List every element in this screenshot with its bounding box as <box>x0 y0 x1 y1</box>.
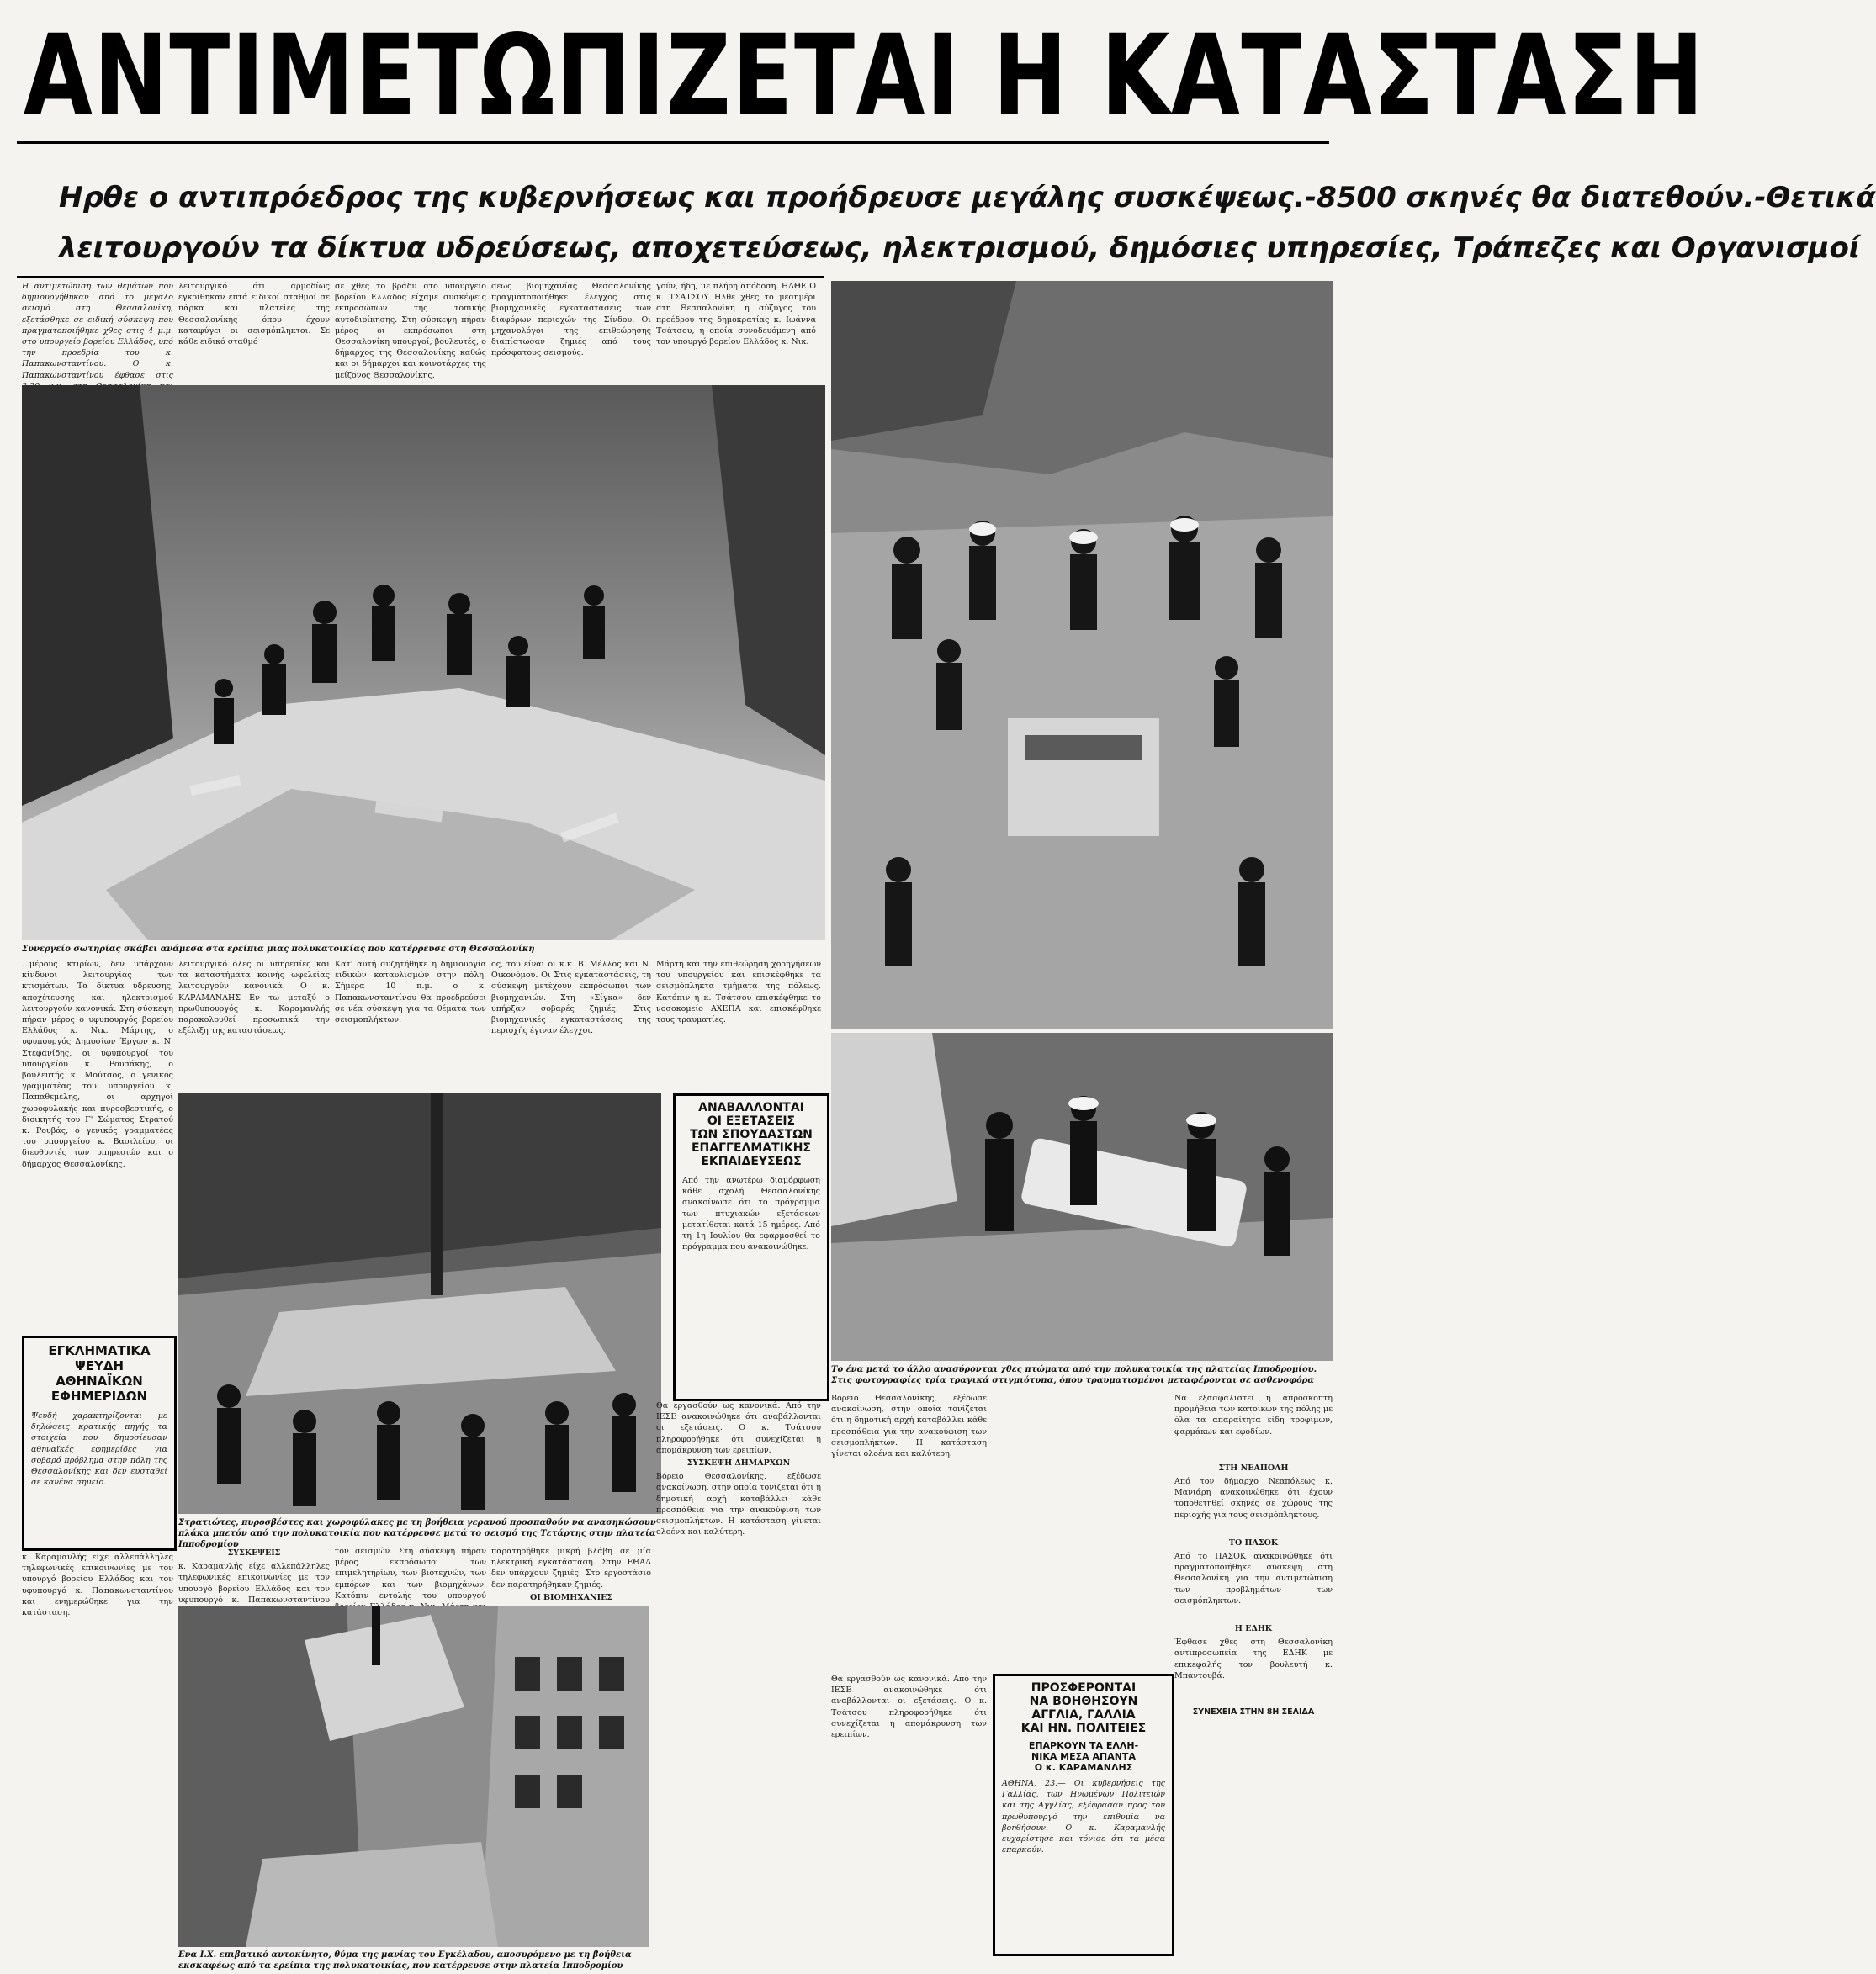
lower-col-d <box>656 1400 821 1947</box>
row2-col-4: ος, του είναι οι κ.κ. Β. Μέλλος και Ν. Οικονόμου. Οι Στις εγκαταστάσεις, τη σύσκεψη μετέχουν εκπρόσωποι των βιομηχανιών. Στη «Σίγκα» δεν υπήρξαν σοβαρές ζημιές. Στις βιομηχανικές εγκαταστάσεις της περιοχής έγιναν έλεγχοι. <box>491 960 651 1036</box>
box-offers-title-4: ΚΑΙ ΗΝ. ΠΟΛΙΤΕΙΕΣ <box>1020 1722 1147 1735</box>
lower-col-c-text: παρατηρήθηκε μικρή βλάβη σε μία ηλεκτρική εγκατάσταση. Στην ΕΘΑΛ δεν υπάρχουν ζημιές. Στο εργοστάσιο δεν παρατηρήθηκαν ζημιές. <box>491 1547 651 1590</box>
box-offers-title-3: ΑΓΓΛΙΑ, ΓΑΛΛΙΑ <box>1031 1708 1136 1722</box>
intro-col-1: Η αντιμετώπιση των θεμάτων που δημιουργήθηκαν από το μεγάλο σεισμό στη Θεσσαλονίκη, εξετάσθηκε σε ειδική σύσκεψη που πραγματοποιήθηκε χθες στις 4 μ.μ. στο υπουργείο βορείου Ελλάδος, υπό την προεδρία του κ. Παπακωνσταντίνου. Ο κ. Παπακωνσταντίνου έφθασε στις <box>22 282 173 380</box>
continued-notice: ΣΥΝΕΧΕΙΑ ΣΤΗΝ 8Η ΣΕΛΙΔΑ <box>1192 1707 1315 1717</box>
row2-col-2: λειτουργικό όλες οι υπηρεσίες και τα καταστήματα κοινής ωφελείας λειτουργούν κανονικά. Ο κ. ΚΑΡΑΜΑΝΛΗΣ Εν τω μεταξύ ο πρωθυπουργός κ. Καραμανλής παρακολουθεί προσωπικά την εξέλιξη της καταστάσεως. <box>178 960 330 1036</box>
lower-col-d-text-2: Βόρειο Θεσσαλονίκης, εξέδωσε ανακοίνωση, στην οποία τονίζεται ότι η δημοτική αρχή καταβάλλει κάθε προσπάθεια για την ανακούφιση των σεισμοπλήκτων. Η κατάσταση γίνεται ολοένα και καλύτερη. <box>656 1472 821 1537</box>
headline: ΑΝΤΙΜΕΤΩΠΙΖΕΤΑΙ Η ΚΑΤΑΣΤΑΣΗ <box>24 11 1705 140</box>
box-exams <box>673 1093 829 1401</box>
sub-neapoli: ΣΤΗ ΝΕΑΠΟΛΗ <box>1218 1463 1289 1473</box>
subhead-rule <box>17 276 824 278</box>
intro-col-5: γούν, ήδη, με πλήρη απόδοση. ΗΛΘΕ Ο κ. ΤΣΑΤΣΟΥ Ηλθε χθες το μεσημέρι στη Θεσσαλονίκη η σύζυγος του προέδρου της δημοκρατίας κ. Ιωάννα Τσάτσου, η οποία συνοδευόμενη από τον υπουργό βορείου Ελλάδος κ. Νικ. <box>656 282 816 347</box>
right-lower-col-2: Θα εργασθούν ως κανονικά. Από την ΙΕΣΕ ανακοινώθηκε ότι αναβάλλονται οι εξετάσεις. Ο κ. Τσάτσου πληροφορήθηκε ότι συνεχίζεται η απομάκρυνση των ερειπίων. <box>831 1675 987 1740</box>
row2-col-1: ...μέρους κτιρίων, δεν υπάρχουν κίνδυνοι λειτουργίας των κτισμάτων. Τα δίκτυα ύδρευσης, αποχέτευσης και ηλεκτρισμού λειτουργούν κανονικά. Στη σύσκεψη πήραν μέρος ο υφυπουργός βορείου Ελλάδος κ. Νικ. Μάρτης, ο υφυπουργός Δημοσίων Έργων κ. Ν. Στεφανίδης, οι υφυπουργοί του υπουργείου κ. Ρουσάκης, ο βουλευτής κ. Μούτσος, ο γενικός γραμματέας του υπουργείου κ. Παπαθεμέλης, οι αρχηγοί χωροφυλακής και πυροσβεστικής, ο διοικητής του Γ' Σώματος Στρατού κ. Ρουβάς, ο γενικός γραμματέας του υπουργείου κ. Βασιλείου, οι διευθυντές των υπηρεσιών και ο δήμαρχος Θεσσαλονίκης. <box>22 960 173 1169</box>
far-right-text-3: Από το ΠΑΣΟΚ ανακοινώθηκε ότι πραγματοποιήθηκε σύσκεψη στη Θεσσαλονίκη για την αντιμετώπιση των προβλημάτων των σεισμόπληκτων. <box>1174 1552 1333 1606</box>
intro-col-3: σε χθες το βράδυ στο υπουργείο βορείου Ελλάδος είχαμε συσκέψεις εκπροσώπων της τοπικής αυτοδιοίκησης. Στη σύσκεψη πήραν μέρος οι εκπρόσωποι στη Θεσσαλονίκη υπουργοί, βουλευτές, ο δήμαρχος της Θεσσαλονίκης καθώς και οι δήμαρχοι και κοινοτάρχες της μείζονος Θεσσαλονίκης. <box>335 282 486 380</box>
intro-col-4: σεως βιομηχανίας Θεσσαλονίκης πραγματοποιήθηκε έλεγχος στις βιομηχανικές εγκαταστάσεις των διαφόρων περιοχών της Σίνδου. Οι μηχανολόγοι της επιθεώρησης διαπίστωσαν ζημιές από τους πρόσφατους σεισμούς. <box>491 282 651 358</box>
caption-main-photo: Συνεργείο σωτηρίας σκάβει ανάμεσα στα ερείπια μιας πολυκατοικίας που κατέρρευσε στη Θεσσαλονίκη <box>22 945 535 954</box>
box-editorial-title-2: ΨΕΥΔΗ <box>74 1358 124 1373</box>
lower-col-d-text: Θα εργασθούν ως κανονικά. Από την ΙΕΣΕ ανακοινώθηκε ότι αναβάλλονται οι εξετάσεις. Ο κ. Τσάτσου πληροφορήθηκε ότι συνεχίζεται η απομάκρυνση των ερειπίων. <box>656 1401 821 1455</box>
box-editorial-title-1: ΕΓΚΛΗΜΑΤΙΚΑ <box>48 1343 151 1358</box>
lower-col-c <box>491 1546 651 1605</box>
caption-bottom-photo: Ενα Ι.Χ. επιβατικό αυτοκίνητο, θύμα της μανίας του Εγκέλαδου, αποσυρόμενο με τη βοήθεια εκσκαφέως από τα ερείπια της πολυκατοικίας, που κατέρρευσε στην πλατεία Ιπποδρομίου <box>178 1950 632 1971</box>
far-right-text-1: Να εξασφαλιστεί η απρόσκοπτη προμήθεια των κατοίκων της πόλης με όλα τα απαραίτητα είδη τροφίμων, φαρμάκων και εφοδίων. <box>1174 1394 1333 1437</box>
far-right-text-4: Έφθασε χθες στη Θεσσαλονίκη αντιπροσωπεία της ΕΔΗΚ με επικεφαλής τον βουλευτή κ. Μπαντουβά. <box>1174 1638 1333 1680</box>
photo-crowd-rubble <box>831 281 1333 1029</box>
subhead-line-1: Ηρθε ο αντιπρόεδρος της κυβερνήσεως και προήδρευσε μεγάλης συσκέψεως.-8500 σκηνές θα διατεθούν.-Θετικά <box>59 181 1876 214</box>
box-offers <box>993 1674 1174 1956</box>
box-offers-title-2: ΝΑ ΒΟΗΘΗΣΟΥΝ <box>1029 1695 1138 1708</box>
box-exams-text: Από την ανωτέρω διαμόρφωση κάθε σχολή Θεσσαλονίκης ανακοίνωσε ότι το πρόγραμμα των πτυχιακών εξετάσεων μετατίθεται κατά 15 ημέρες. Από τη 1η Ιουλίου θα εφαρμοσθεί το πρόγραμμα που ανακοινώθηκε. <box>682 1176 820 1252</box>
box-offers-sub-2: ΝΙΚΑ ΜΕΣΑ ΑΠΑΝΤΑ <box>1031 1751 1136 1762</box>
lower-col-b <box>335 1546 486 1605</box>
box-exams-title-5: ΕΚΠΑΙΔΕΥΣΕΩΣ <box>701 1155 802 1168</box>
box-offers-text: ΑΘΗΝΑ, 23.— Οι κυβερνήσεις της Γαλλίας, των Ηνωμένων Πολιτειών και της Αγγλίας, εξέφρασαν προς τον πρωθυπουργό την επιθυμία να βοηθήσουν. Ο κ. Καραμανλής ευχαρίστησε και τόνισε ότι τα μέσα επαρκούν. <box>1002 1779 1165 1855</box>
sub-mayors: ΣΥΣΚΕΨΗ ΔΗΜΑΡΧΩΝ <box>686 1458 791 1469</box>
box-editorial-text: Ψευδή χαρακτηρίζονται με δηλώσεις κρατικής πηγής τα στοιχεία που δημοσίευσαν αθηναϊκές εφημερίδες για σοβαρό πρόβλημα στην πόλη της Θεσσαλονίκης και δεν ευσταθεί σε κανένα σημείο. <box>31 1411 167 1488</box>
box-offers-sub-1: ΕΠΑΡΚΟΥΝ ΤΑ ΕΛΛΗ- <box>1028 1740 1139 1751</box>
box-exams-title-1: ΑΝΑΒΑΛΛΟΝΤΑΙ <box>698 1101 804 1114</box>
photo-stretcher <box>831 1033 1333 1361</box>
intro-col-2: λειτουργικό ότι αρμοδίως εγκρίθηκαν επτά ειδικοί σταθμοί σε πάρκα και πλατείες της Θεσσαλονίκης όπου έχουν καταφύγει οι σεισμόπληκτοι. Σε κάθε ειδικό σταθμό <box>178 282 330 347</box>
box-exams-title-2: ΟΙ ΕΞΕΤΑΣΕΙΣ <box>707 1114 796 1128</box>
left-lower-col: κ. Καραμανλής είχε αλλεπάλληλες τηλεφωνικές επικοινωνίες με τον υπουργό βορείου Ελλάδος και τον υφυπουργό κ. Παπακωνσταντίνου και ενημερώθηκε για την κατάσταση. <box>22 1553 173 1618</box>
caption-mid-photo: Στρατιώτες, πυροσβέστες και χωροφύλακες με τη βοήθεια γερανού προσπαθούν να ανασηκώσουν πλάκα μπετόν από την πολυκατοικία που κατέρρευσε μετά το σεισμό της Τετάρτης στην πλατεία Ιπποδρομίου <box>178 1518 656 1549</box>
subhead-line-2: λειτουργούν τα δίκτυα υδρεύσεως, αποχετεύσεως, ηλεκτρισμού, δημόσιες υπηρεσίες, Τράπεζες και Οργανισμοί <box>59 231 1861 265</box>
sub-industry: ΟΙ ΒΙΟΜΗΧΑΝΙΕΣ <box>529 1592 613 1602</box>
far-right-col <box>1174 1393 1333 1965</box>
caption-right-photos: Το ένα μετά το άλλο ανασύρονται χθες πτώματα από την πολυκατοικία της πλατείας Ιπποδρομίου. Στις φωτογραφίες τρία τραγικά στιγμιότυπα, όπου τραυματισμένοι μεταφέρονται σε ασθενοφόρα <box>831 1365 1317 1385</box>
row2-col-3: Κατ' αυτή συζητήθηκε η δημιουργία ειδικών καταυλισμών στην πόλη. Σήμερα 10 π.μ. ο κ. Παπακωνσταντίνου θα προεδρεύσει σε νέα σύσκεψη για τα θέματα των σεισμοπλήκτων. <box>335 960 486 1025</box>
box-editorial <box>22 1336 177 1551</box>
sub-edik: Η ΕΔΗΚ <box>1234 1624 1273 1634</box>
photo-crane-concrete <box>178 1093 661 1514</box>
photo-car-excavator <box>178 1606 649 1947</box>
right-lower-col-1: Βόρειο Θεσσαλονίκης, εξέδωσε ανακοίνωση, στην οποία τονίζεται ότι η δημοτική αρχή καταβάλλει κάθε προσπάθεια για την ανακούφιση των σεισμοπλήκτων. Η κατάσταση γίνεται ολοένα και καλύτερη. <box>831 1394 987 1459</box>
box-exams-title-3: ΤΩΝ ΣΠΟΥΔΑΣΤΩΝ <box>690 1128 813 1141</box>
sub-meetings: ΣΥΣΚΕΨΕΙΣ <box>227 1548 281 1558</box>
far-right-text-2: Από τον δήμαρχο Νεαπόλεως κ. Μανιάρη ανακοινώθηκε ότι έχουν τοποθετηθεί σκηνές σε χώρους της περιοχής για τους σεισμόπληκτους. <box>1174 1477 1333 1520</box>
lower-col-a <box>178 1546 330 1605</box>
box-offers-title-1: ΠΡΟΣΦΕΡΟΝΤΑΙ <box>1031 1681 1137 1695</box>
lower-col-b-text: τον σεισμών. Στη σύσκεψη πήραν μέρος εκπρόσωποι των επιμελητηρίων, των βιοτεχνών, των εμπόρων και των βιομηχάνων. Κατόπιν εντολής του υπουργού <box>335 1547 486 1601</box>
box-offers-sub-3: Ο κ. ΚΑΡΑΜΑΝΛΗΣ <box>1034 1762 1133 1773</box>
row2-col-5: Μάρτη και την επιθεώρηση χορηγήσεων του υπουργείου και επισκέφθηκε τα σεισμόπληκτα τμήματα της πόλεως. Κατόπιν η κ. Τσάτσου επισκέφθηκε το νοσοκομείο ΑΧΕΠΑ και επισκέφθηκε τους τραυματίες. <box>656 960 821 1025</box>
box-editorial-title-4: ΕΦΗΜΕΡΙΔΩΝ <box>50 1389 148 1404</box>
box-editorial-title-3: ΑΘΗΝΑΪΚΩΝ <box>56 1373 143 1389</box>
box-exams-title-4: ΕΠΑΓΓΕΛΜΑΤΙΚΗΣ <box>691 1141 811 1155</box>
sub-pasok: ΤΟ ΠΑΣΟΚ <box>1228 1537 1279 1548</box>
lower-col-a-text: κ. Καραμανλής είχε αλλεπάλληλες τηλεφωνικές επικοινωνίες με τον υπουργό βορείου Ελλάδος και τον υφυπουργό κ. Παπακωνσταντίνου <box>178 1562 330 1605</box>
photo-rescue-rubble <box>22 385 825 940</box>
headline-rule <box>17 141 1329 144</box>
